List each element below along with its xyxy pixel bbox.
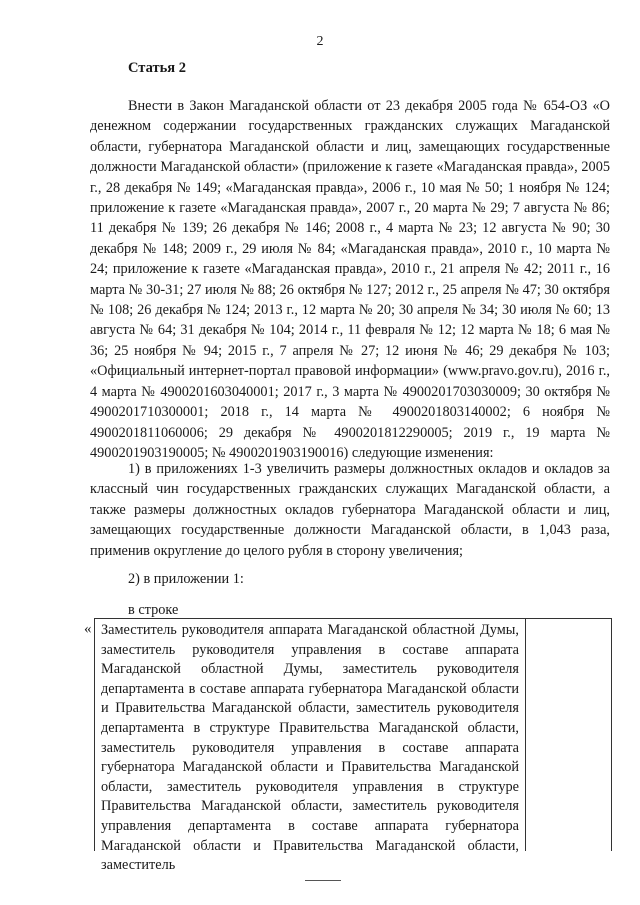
position-title-cell: Заместитель руководителя аппарата Магаданской областной Думы, заместитель руководителя управления в составе аппарата Магаданской областной Думы, заместитель руководителя департамента в составе аппарата губернатора Магаданской области и Правительства Магаданской области, заместитель руководителя департамента в структуре Правительства Магаданской области, заместитель руководителя управления в составе аппарата губернатора Магаданской области и Правительства Магаданской области, заместитель руководителя управления в структуре Правительства Магаданской области, заместитель руководителя управления департамента в составе аппарата губернатора Магаданской области и Правительства Магаданской области, заместитель [95, 619, 526, 851]
salary-value-cell [526, 619, 611, 851]
item-1-paragraph: 1) в приложениях 1-3 увеличить размеры должностных окладов и окладов за классный чин государственных гражданских служащих Магаданской области, а также размеры должностных окладов губернатора Магаданской области и лиц, замещающих государственные должности Магаданской области, в 1,043 раза, применив округление до целого рубля в сторону увеличения; [90, 461, 610, 559]
page-number: 2 [316, 34, 324, 49]
page-bottom-mark [305, 880, 341, 881]
opening-quote-mark: « [84, 621, 92, 637]
intro-paragraph: Внести в Закон Магаданской области от 23 декабря 2005 года № 654-ОЗ «О денежном содержании государственных гражданских служащих Магаданской области, губернатора Магаданской области и лиц, замещающих государственные должности Магаданской области» (приложение к газете «Магаданская правда», 2005 г., 28 декабря № 149; «Магаданская правда», 2006 г., 10 мая № 50; 1 ноября № 124; приложение к газете «Магаданская правда», 2007 г., 20 марта № 29; 7 августа № 86; 11 декабря № 139; 26 декабря № 146; 2008 г., 4 марта № 23; 12 августа № 90; 30 декабря № 148; 2009 г., 29 июля № 84; «Магаданская правда», 2010 г., 10 марта № 24; приложение к газете «Магаданская правда», 2010 г., 21 апреля № 42; 2011 г., 16 марта № 30-31; 27 июля № 88; 26 октября № 127; 2012 г., 25 апреля № 47; 30 октября № 108; 26 декабря № 124; 2013 г., 12 марта № 20; 30 апреля № 34; 30 июля № 60; 13 августа № 64; 31 декабря № 104; 2014 г., 11 февраля № 12; 12 марта № 18; 6 мая № 36; 25 ноября № 94; 2015 г., 7 апреля № 27; 12 июня № 46; 29 декабря № 103; «Официальный интернет-портал правовой информации» (www.pravo.gov.ru), 2016 г., 4 марта № 4900201603040001; 2017 г., 3 марта № 4900201703030009; 30 октября № 4900201710300001; 2018 г., 14 марта № 4900201803140002; 6 ноября № 4900201811060006; 29 декабря № 4900201812290005; 2019 г., 19 марта № 4900201903190005; № 4900201903190016) следующие изменения: [90, 98, 610, 461]
item-2-paragraph: 2) в приложении 1: [128, 571, 244, 587]
article-heading: Статья 2 [128, 60, 186, 76]
in-row-label: в строке [128, 602, 179, 618]
quoted-table-row [94, 618, 612, 874]
